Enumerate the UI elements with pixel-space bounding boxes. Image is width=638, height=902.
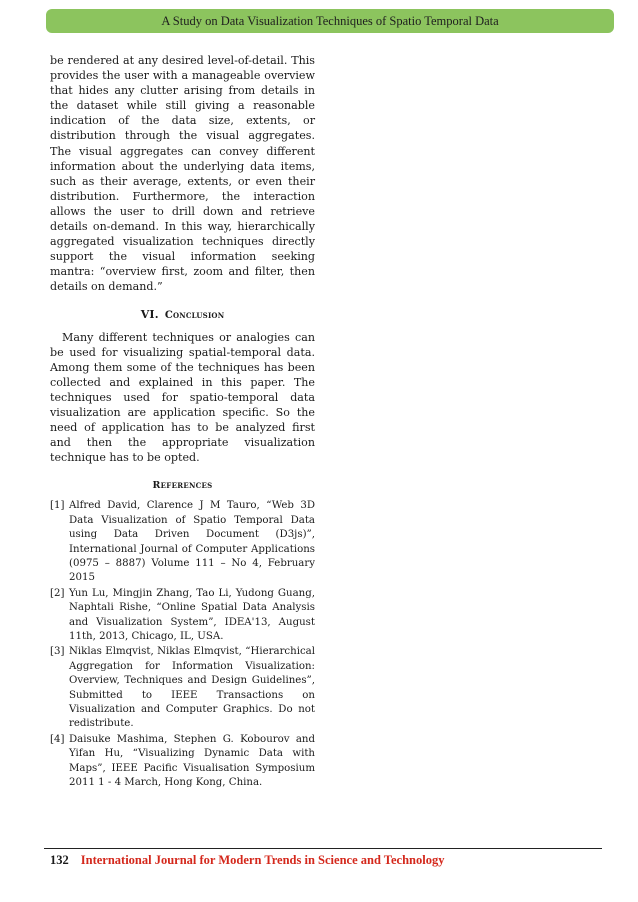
running-header-bar xyxy=(46,9,614,33)
reference-text: Alfred David, Clarence J M Tauro, “Web 3D Data Visualization of Spatio Temporal Data using Data Driven Document (D3js)”, International Journal of Computer Applications (0975 – 8887) Volume 111 – No 4, February 2015 xyxy=(69,500,315,584)
reference-item xyxy=(50,499,315,585)
text-column xyxy=(50,53,315,791)
references-heading xyxy=(50,480,315,491)
conclusion-paragraph: Many different techniques or analogies can be used for visualizing spatial-temporal data. Among them some of the techniques has been collected and explained in this paper. The techniques used for spatio-temporal data visualization are application specific. So the need of application has to be analyzed first and then the appropriate visualization technique has to be opted. xyxy=(50,330,315,465)
intro-paragraph: be rendered at any desired level-of-detail. This provides the user with a manageable overview that hides any clutter arising from details in the dataset while still giving a reasonable indication of the data size, extents, or distribution through the visual aggregates. The visual aggregates can convey different information about the underlying data items, such as their average, extents, or even their distribution. Furthermore, the interaction allows the user to drill down and retrieve details on-demand. In this way, hierarchically aggregated visualization techniques directly support the visual information seeking mantra: “overview first, zoom and filter, then details on demand.” xyxy=(50,54,315,294)
footer-divider xyxy=(44,848,602,849)
references-heading-title: References xyxy=(152,480,213,492)
page-footer xyxy=(50,853,444,868)
reference-item xyxy=(50,645,315,731)
running-header-title: A Study on Data Visualization Techniques of Spatio Temporal Data xyxy=(161,13,499,28)
reference-item xyxy=(50,587,315,645)
conclusion-heading xyxy=(50,308,315,321)
reference-text: Daisuke Mashima, Stephen G. Kobourov and Yifan Hu, “Visualizing Dynamic Data with Maps”, IEEE Pacific Visualisation Symposium 2011 1 - 4 March, Hong Kong, China. xyxy=(69,733,315,789)
reference-item xyxy=(50,733,315,791)
reference-number: [3] xyxy=(50,646,65,658)
reference-number: [1] xyxy=(50,500,65,512)
reference-text: Yun Lu, Mingjin Zhang, Tao Li, Yudong Guang, Naphtali Rishe, “Online Spatial Data Analysis and Visualization System”, IDEA'13, August 11th, 2013, Chicago, IL, USA. xyxy=(69,587,315,642)
journal-name: International Journal for Modern Trends in Science and Technology xyxy=(80,853,445,867)
page-number: 132 xyxy=(50,853,69,867)
reference-number: [4] xyxy=(50,733,65,745)
conclusion-heading-number: VI. xyxy=(140,307,159,321)
reference-number: [2] xyxy=(50,587,65,599)
conclusion-heading-title: Conclusion xyxy=(164,309,225,321)
reference-text: Niklas Elmqvist, Niklas Elmqvist, “Hierarchical Aggregation for Information Visualization: Overview, Techniques and Design Guidelines”, Submitted to IEEE Transactions on Visualization and Computer Graphics. Do not redistribute. xyxy=(69,646,315,730)
